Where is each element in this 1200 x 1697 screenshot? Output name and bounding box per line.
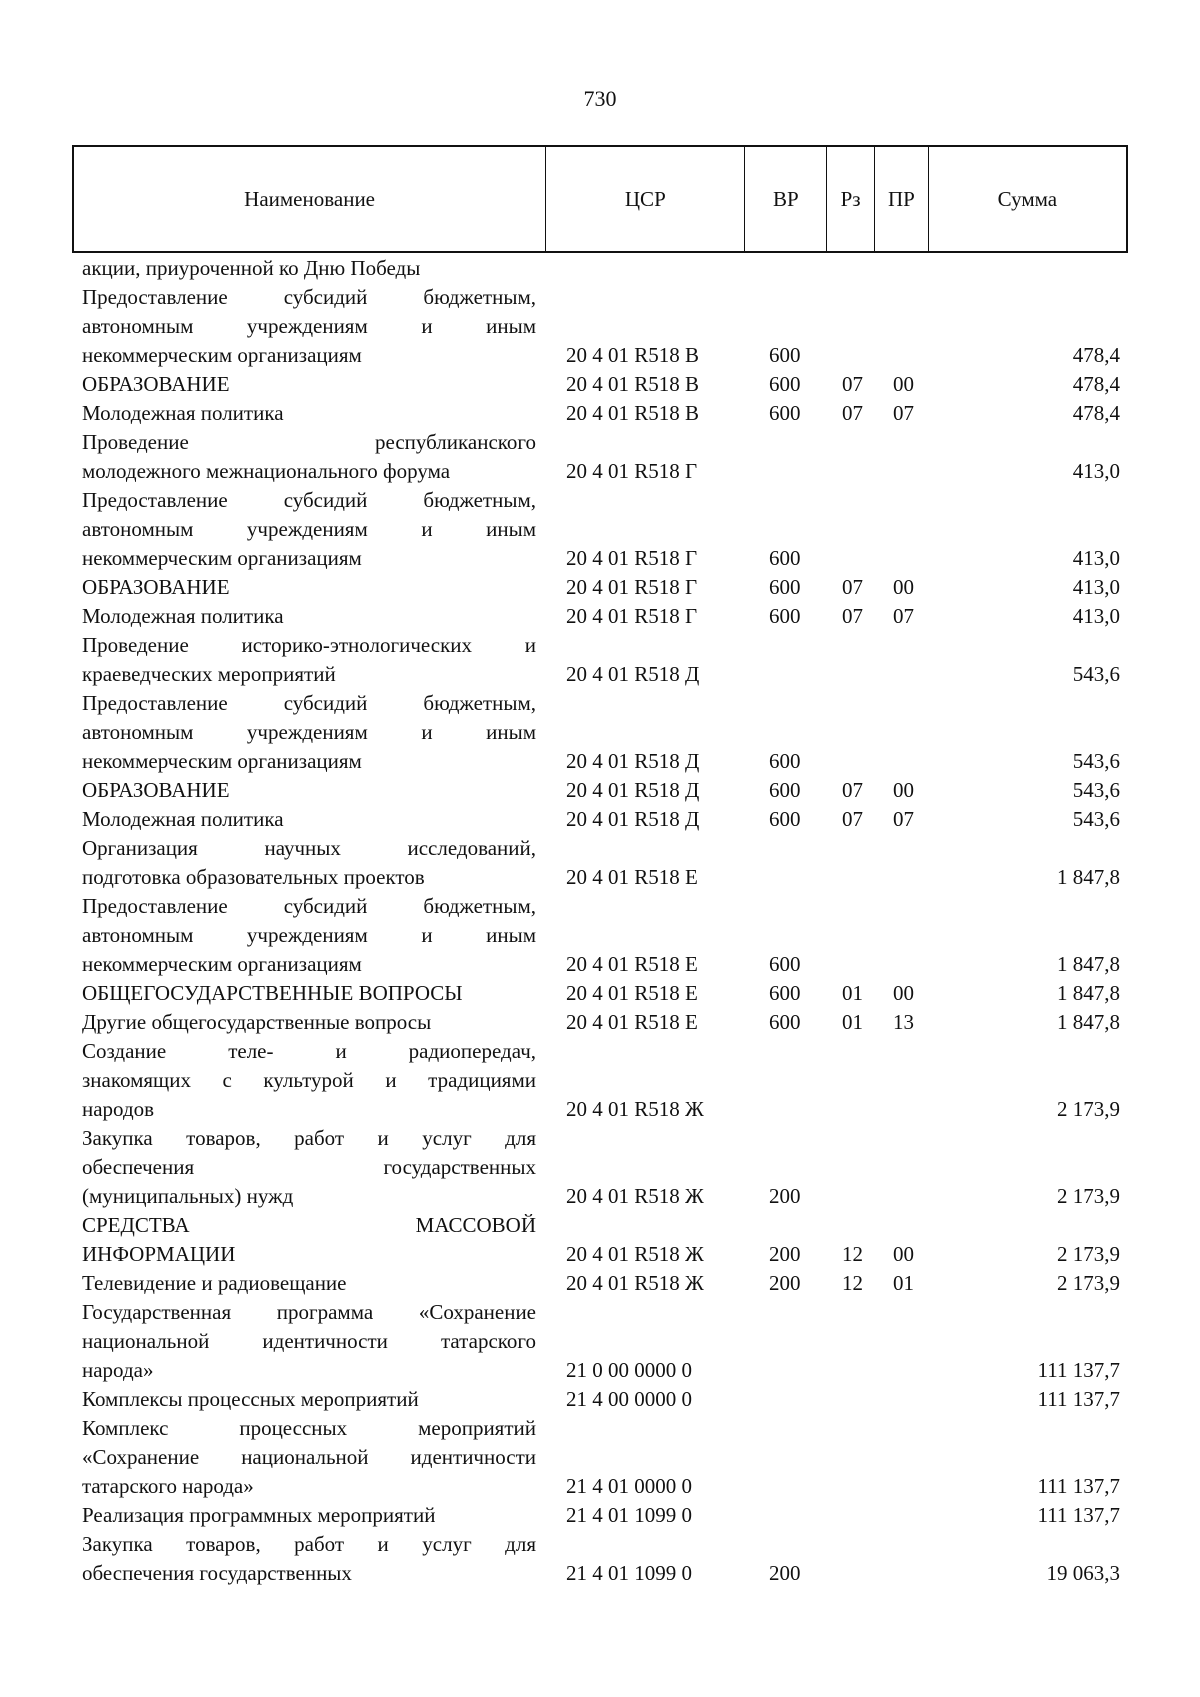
row-pr: 00 xyxy=(893,1242,914,1266)
row-name-line: некоммерческим организациям xyxy=(82,343,362,367)
row-name xyxy=(82,892,536,979)
row-sum: 2 173,9 xyxy=(1057,1271,1120,1295)
row-name-line: автономным учреждениям и иным xyxy=(82,720,536,744)
row-sum: 111 137,7 xyxy=(1037,1387,1120,1411)
row-name-line: ОБЩЕГОСУДАРСТВЕННЫЕ ВОПРОСЫ xyxy=(82,981,463,1005)
row-name-line: Организация научных исследований, xyxy=(82,836,536,860)
row-sum: 2 173,9 xyxy=(1057,1097,1120,1121)
row-vr: 200 xyxy=(769,1271,801,1295)
row-sum: 1 847,8 xyxy=(1057,1010,1120,1034)
row-sum: 543,6 xyxy=(1072,778,1120,802)
row-rz: 01 xyxy=(842,981,863,1005)
row-name xyxy=(82,805,536,834)
row-name-line: некоммерческим организациям xyxy=(82,952,362,976)
header-sum: Сумма xyxy=(997,186,1058,211)
row-sum: 413,0 xyxy=(1072,459,1120,483)
row-name xyxy=(82,1530,536,1588)
row-vr: 600 xyxy=(769,749,801,773)
row-vr: 600 xyxy=(769,575,801,599)
row-csr: 20 4 01 R518 Д xyxy=(566,662,700,686)
row-name xyxy=(82,631,536,689)
row-name-line: Закупка товаров, работ и услуг для xyxy=(82,1126,536,1150)
row-rz: 07 xyxy=(842,778,863,802)
table-row xyxy=(0,370,1200,399)
row-name-line: автономным учреждениям и иным xyxy=(82,923,536,947)
row-name-line: ОБРАЗОВАНИЕ xyxy=(82,575,230,599)
row-csr: 20 4 01 R518 Е xyxy=(566,1010,698,1034)
row-csr: 21 4 01 1099 0 xyxy=(566,1561,692,1585)
row-name xyxy=(82,573,536,602)
table-row xyxy=(0,1124,1200,1211)
table-row xyxy=(0,1211,1200,1269)
row-csr: 20 4 01 R518 Д xyxy=(566,749,700,773)
row-name-line: молодежного межнационального форума xyxy=(82,459,451,483)
table-header xyxy=(72,145,1128,253)
row-name-line: татарского народа» xyxy=(82,1474,254,1498)
table-row xyxy=(0,1414,1200,1501)
row-name-line: Закупка товаров, работ и услуг для xyxy=(82,1532,536,1556)
table-row xyxy=(0,1530,1200,1588)
table-row xyxy=(0,805,1200,834)
row-name-line: ОБРАЗОВАНИЕ xyxy=(82,372,230,396)
row-name xyxy=(82,602,536,631)
row-name-line: «Сохранение национальной идентичности xyxy=(82,1445,536,1469)
table-row xyxy=(0,979,1200,1008)
row-name-line: Предоставление субсидий бюджетным, xyxy=(82,894,536,918)
row-name-line: некоммерческим организациям xyxy=(82,546,362,570)
row-vr: 600 xyxy=(769,343,801,367)
page-number: 730 xyxy=(583,86,617,111)
row-csr: 20 4 01 R518 Д xyxy=(566,807,700,831)
row-name-line: Государственная программа «Сохранение xyxy=(82,1300,536,1324)
row-csr: 20 4 01 R518 Е xyxy=(566,981,698,1005)
row-csr: 20 4 01 R518 Ж xyxy=(566,1184,704,1208)
row-name-line: Комплекс процессных мероприятий xyxy=(82,1416,536,1440)
row-name-line: ИНФОРМАЦИИ xyxy=(82,1242,236,1266)
row-csr: 21 4 01 0000 0 xyxy=(566,1474,692,1498)
row-csr: 20 4 01 R518 В xyxy=(566,343,700,367)
row-sum: 478,4 xyxy=(1072,343,1120,367)
row-csr: 20 4 01 R518 В xyxy=(566,372,700,396)
row-rz: 07 xyxy=(842,575,863,599)
row-sum: 543,6 xyxy=(1072,749,1120,773)
row-csr: 20 4 01 R518 Ж xyxy=(566,1097,704,1121)
row-name xyxy=(82,1385,536,1414)
row-name-line: национальной идентичности татарского xyxy=(82,1329,536,1353)
table-row xyxy=(0,834,1200,892)
row-sum: 19 063,3 xyxy=(1046,1561,1120,1585)
row-name xyxy=(82,1124,536,1211)
row-sum: 1 847,8 xyxy=(1057,952,1120,976)
row-rz: 07 xyxy=(842,372,863,396)
row-name xyxy=(82,283,536,370)
row-name-line: знакомящих с культурой и традициями xyxy=(82,1068,536,1092)
row-name xyxy=(82,1211,536,1269)
row-name-line: народа» xyxy=(82,1358,154,1382)
row-vr: 200 xyxy=(769,1184,801,1208)
row-csr: 21 0 00 0000 0 xyxy=(566,1358,692,1382)
row-pr: 07 xyxy=(893,807,914,831)
row-name xyxy=(82,776,536,805)
row-pr: 00 xyxy=(893,981,914,1005)
row-pr: 01 xyxy=(893,1271,914,1295)
row-vr: 600 xyxy=(769,807,801,831)
row-csr: 20 4 01 R518 Г xyxy=(566,604,698,628)
header-vr: ВР xyxy=(745,147,827,251)
row-vr: 200 xyxy=(769,1561,801,1585)
row-name-line: подготовка образовательных проектов xyxy=(82,865,425,889)
row-csr: 20 4 01 R518 Г xyxy=(566,546,698,570)
table-row xyxy=(0,1385,1200,1414)
table-row xyxy=(0,1037,1200,1124)
row-name-line: некоммерческим организациям xyxy=(82,749,362,773)
row-sum: 478,4 xyxy=(1072,401,1120,425)
row-name-line: народов xyxy=(82,1097,155,1121)
row-name-line: Телевидение и радиовещание xyxy=(82,1271,347,1295)
header-csr: ЦСР xyxy=(546,147,745,251)
row-csr: 21 4 01 1099 0 xyxy=(566,1503,692,1527)
table-row xyxy=(0,1501,1200,1530)
table-row xyxy=(0,631,1200,689)
row-vr: 600 xyxy=(769,546,801,570)
row-sum: 543,6 xyxy=(1072,662,1120,686)
row-pr: 13 xyxy=(893,1010,914,1034)
table-row xyxy=(0,428,1200,486)
row-name-line: Предоставление субсидий бюджетным, xyxy=(82,691,536,715)
row-name-line: Предоставление субсидий бюджетным, xyxy=(82,488,536,512)
row-csr: 20 4 01 R518 Ж xyxy=(566,1242,704,1266)
row-vr: 600 xyxy=(769,952,801,976)
row-name xyxy=(82,1501,536,1530)
header-name: Наименование xyxy=(74,147,546,251)
row-name-line: Реализация программных мероприятий xyxy=(82,1503,436,1527)
row-vr: 600 xyxy=(769,372,801,396)
row-pr: 07 xyxy=(893,604,914,628)
row-csr: 20 4 01 R518 Е xyxy=(566,865,698,889)
row-vr: 600 xyxy=(769,1010,801,1034)
row-name-line: автономным учреждениям и иным xyxy=(82,314,536,338)
row-vr: 600 xyxy=(769,401,801,425)
row-vr: 200 xyxy=(769,1242,801,1266)
row-name xyxy=(82,1298,536,1385)
table-row xyxy=(0,283,1200,370)
row-pr: 00 xyxy=(893,575,914,599)
row-name xyxy=(82,1269,536,1298)
row-name xyxy=(82,370,536,399)
row-sum: 1 847,8 xyxy=(1057,865,1120,889)
row-name-line: ОБРАЗОВАНИЕ xyxy=(82,778,230,802)
row-sum: 543,6 xyxy=(1072,807,1120,831)
row-csr: 20 4 01 R518 Д xyxy=(566,778,700,802)
row-csr: 21 4 00 0000 0 xyxy=(566,1387,692,1411)
header-pr: ПР xyxy=(875,147,929,251)
row-name xyxy=(82,834,536,892)
row-name-line: акции, приуроченной ко Дню Победы xyxy=(82,256,421,280)
table-row xyxy=(0,689,1200,776)
row-name xyxy=(82,979,536,1008)
row-rz: 12 xyxy=(842,1271,863,1295)
row-name-line: Молодежная политика xyxy=(82,604,284,628)
row-sum: 2 173,9 xyxy=(1057,1242,1120,1266)
row-name-line: Другие общегосударственные вопросы xyxy=(82,1010,432,1034)
row-name-line: краеведческих мероприятий xyxy=(82,662,336,686)
table-row xyxy=(0,486,1200,573)
table-body xyxy=(0,254,1200,1588)
row-name-line: (муниципальных) нужд xyxy=(82,1184,294,1208)
row-name-line: Проведение историко-этнологических и xyxy=(82,633,536,657)
table-row xyxy=(0,602,1200,631)
row-name xyxy=(82,689,536,776)
row-sum: 478,4 xyxy=(1072,372,1120,396)
row-rz: 07 xyxy=(842,401,863,425)
row-name-line: Предоставление субсидий бюджетным, xyxy=(82,285,536,309)
row-csr: 20 4 01 R518 Г xyxy=(566,575,698,599)
row-sum: 111 137,7 xyxy=(1037,1474,1120,1498)
row-rz: 07 xyxy=(842,604,863,628)
row-sum: 2 173,9 xyxy=(1057,1184,1120,1208)
row-csr: 20 4 01 R518 Е xyxy=(566,952,698,976)
row-sum: 413,0 xyxy=(1072,604,1120,628)
table-row xyxy=(0,776,1200,805)
row-sum: 413,0 xyxy=(1072,575,1120,599)
row-name-line: СРЕДСТВА МАССОВОЙ xyxy=(82,1213,536,1237)
table-row xyxy=(0,892,1200,979)
table-row xyxy=(0,573,1200,602)
row-vr: 600 xyxy=(769,981,801,1005)
row-rz: 12 xyxy=(842,1242,863,1266)
row-sum: 413,0 xyxy=(1072,546,1120,570)
row-name xyxy=(82,254,536,283)
row-name-line: автономным учреждениям и иным xyxy=(82,517,536,541)
row-name-line: Комплексы процессных мероприятий xyxy=(82,1387,419,1411)
row-vr: 600 xyxy=(769,778,801,802)
row-name-line: обеспечения государственных xyxy=(82,1561,352,1585)
table-row xyxy=(0,1269,1200,1298)
row-csr: 20 4 01 R518 Г xyxy=(566,459,698,483)
row-sum: 1 847,8 xyxy=(1057,981,1120,1005)
row-name-line: Создание теле- и радиопередач, xyxy=(82,1039,536,1063)
row-csr: 20 4 01 R518 Ж xyxy=(566,1271,704,1295)
row-name xyxy=(82,1008,536,1037)
row-pr: 00 xyxy=(893,372,914,396)
row-name xyxy=(82,399,536,428)
row-vr: 600 xyxy=(769,604,801,628)
table-row xyxy=(0,1298,1200,1385)
row-name-line: Проведение республиканского xyxy=(82,430,536,454)
row-csr: 20 4 01 R518 В xyxy=(566,401,700,425)
row-name xyxy=(82,1037,536,1124)
row-pr: 00 xyxy=(893,778,914,802)
row-name-line: Молодежная политика xyxy=(82,401,284,425)
header-rz: Рз xyxy=(827,147,875,251)
row-name xyxy=(82,1414,536,1501)
table-row xyxy=(0,399,1200,428)
row-name xyxy=(82,428,536,486)
row-rz: 07 xyxy=(842,807,863,831)
row-sum: 111 137,7 xyxy=(1037,1503,1120,1527)
row-name-line: обеспечения государственных xyxy=(82,1155,536,1179)
table-row xyxy=(0,254,1200,283)
row-rz: 01 xyxy=(842,1010,863,1034)
row-name-line: Молодежная политика xyxy=(82,807,284,831)
row-pr: 07 xyxy=(893,401,914,425)
row-sum: 111 137,7 xyxy=(1037,1358,1120,1382)
table-row xyxy=(0,1008,1200,1037)
row-name xyxy=(82,486,536,573)
